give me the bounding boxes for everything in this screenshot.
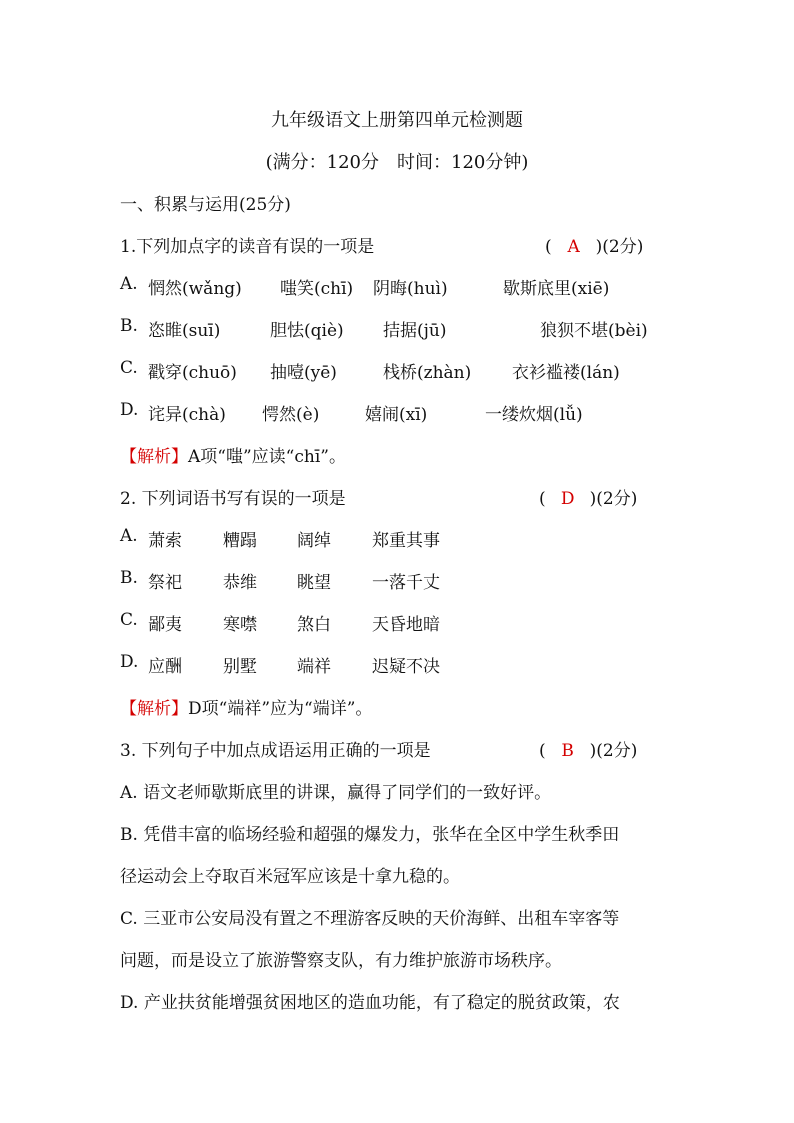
q2-option-a-word4: 郑重其事 [372, 531, 440, 551]
q3-option-b-line1: B. 凭借丰富的临场经验和超强的爆发力，张华在全区中学生秋季田 [120, 825, 620, 845]
q1-option-d-label: D. [120, 400, 139, 420]
q1-option-b-label: B. [120, 316, 138, 336]
q1-option-d-word3: 嬉闹(xī) [365, 405, 428, 425]
q1-option-d-word2: 愕然(è) [262, 405, 320, 425]
q1-option-c-word3: 栈桥(zhàn) [383, 363, 472, 383]
q1-option-a-word3: 阴晦(huì) [373, 279, 448, 299]
q2-option-c-label: C. [120, 610, 138, 630]
q2-option-d-word2: 别墅 [223, 657, 257, 677]
q1-option-d-word1: 诧异(chà) [148, 405, 226, 425]
section-heading: 一、积累与运用(25分) [120, 195, 291, 215]
q3-paren-open: ( [539, 741, 546, 761]
q2-answer-slot [539, 484, 637, 509]
q1-option-d-word4: 一缕炊烟(lǚ) [485, 405, 583, 425]
q1-option-c-label: C. [120, 358, 138, 378]
q2-option-b-label: B. [120, 568, 138, 588]
q1-stem: 1.下列加点字的读音有误的一项是 [120, 237, 375, 257]
q2-answer: D [560, 489, 575, 509]
q3-answer-slot [539, 736, 637, 761]
analysis-label: 【解析】 [120, 699, 188, 719]
q3-score: )(2分) [589, 741, 638, 761]
q2-option-c-word2: 寒噤 [223, 615, 257, 635]
q1-score: )(2分) [595, 237, 644, 257]
q2-option-a-word1: 萧索 [148, 531, 182, 551]
q1-option-b-word2: 胆怯(qiè) [270, 321, 344, 341]
q1-option-a-word2: 嗤笑(chī) [280, 279, 354, 299]
q2-paren-open: ( [539, 489, 546, 509]
q1-option-a-label: A. [120, 274, 138, 294]
q2-option-b-word2: 恭维 [223, 573, 257, 593]
q2-option-b-word3: 眺望 [297, 573, 331, 593]
q2-stem: 2. 下列词语书写有误的一项是 [120, 489, 346, 509]
q1-option-a-word4: 歇斯底里(xiē) [503, 279, 610, 299]
q1-answer-slot [545, 232, 643, 257]
q2-option-c-word4: 天昏地暗 [372, 615, 440, 635]
q3-stem: 3. 下列句子中加点成语运用正确的一项是 [120, 741, 431, 761]
analysis-text: D项“端祥”应为“端详”。 [188, 699, 373, 719]
q1-option-a-word1: 惘然(wǎng) [148, 279, 242, 299]
page-subtitle: (满分：120分 时间：120分钟) [265, 152, 529, 173]
analysis-text: A项“嗤”应读“chī”。 [188, 447, 346, 467]
q1-paren-open: ( [545, 237, 552, 257]
q2-option-b-word1: 祭祀 [148, 573, 182, 593]
q2-option-a-word2: 糟蹋 [223, 531, 257, 551]
q1-option-c-word4: 衣衫褴褛(lán) [512, 363, 620, 383]
q3-option-d-line1: D. 产业扶贫能增强贫困地区的造血功能，有了稳定的脱贫政策，农 [120, 993, 620, 1013]
q1-analysis [120, 442, 346, 467]
q1-option-c-word1: 戳穿(chuō) [148, 363, 237, 383]
q2-option-a-word3: 阔绰 [297, 531, 331, 551]
q1-option-c-word2: 抽噎(yē) [270, 363, 337, 383]
q2-score: )(2分) [589, 489, 638, 509]
q1-answer: A [567, 237, 580, 257]
q2-option-a-label: A. [120, 526, 138, 546]
q3-answer: B [561, 741, 574, 761]
q2-option-d-label: D. [120, 652, 139, 672]
q3-option-a: A. 语文老师歇斯底里的讲课，赢得了同学们的一致好评。 [120, 783, 552, 803]
q3-option-c-line1: C. 三亚市公安局没有置之不理游客反映的天价海鲜、出租车宰客等 [120, 909, 620, 929]
q1-option-b-word1: 恣睢(suī) [148, 321, 221, 341]
q1-option-b-word4: 狼狈不堪(bèi) [540, 321, 648, 341]
q3-option-c-line2: 问题，而是设立了旅游警察支队，有力维护旅游市场秩序。 [120, 951, 562, 971]
q1-option-b-word3: 拮据(jū) [383, 321, 447, 341]
q2-option-c-word1: 鄙夷 [148, 615, 182, 635]
q2-analysis [120, 694, 372, 719]
q3-option-b-line2: 径运动会上夺取百米冠军应该是十拿九稳的。 [120, 867, 460, 887]
page-title: 九年级语文上册第四单元检测题 [271, 110, 523, 131]
q2-option-d-word4: 迟疑不决 [372, 657, 440, 677]
q2-option-d-word1: 应酬 [148, 657, 182, 677]
analysis-label: 【解析】 [120, 447, 188, 467]
q2-option-d-word3: 端祥 [297, 657, 331, 677]
q2-option-b-word4: 一落千丈 [372, 573, 440, 593]
q2-option-c-word3: 煞白 [297, 615, 331, 635]
